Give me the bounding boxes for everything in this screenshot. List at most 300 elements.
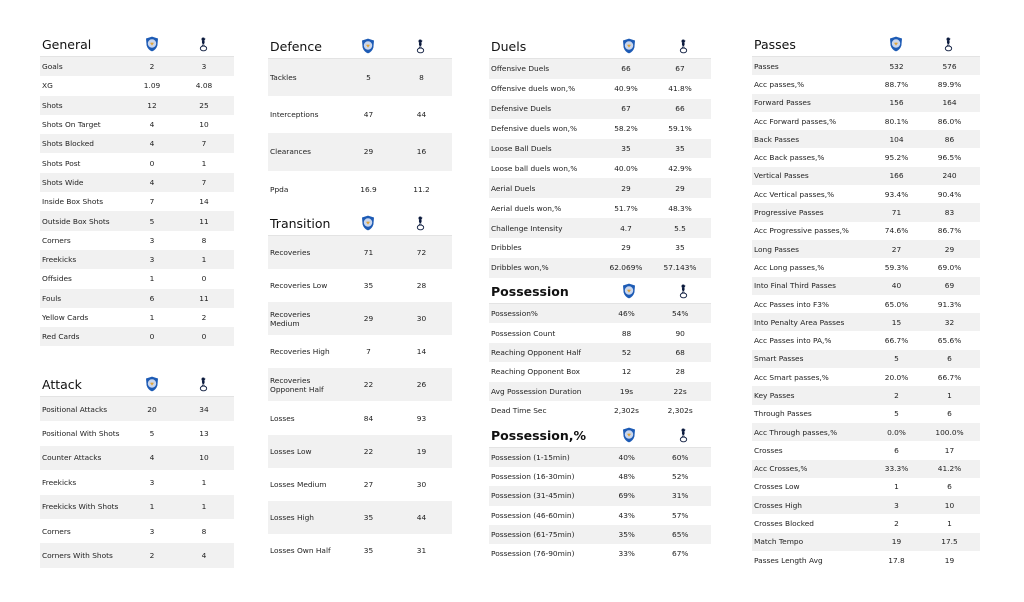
away-value: 54% xyxy=(653,304,707,323)
row-spacer xyxy=(230,397,234,421)
away-value: 1 xyxy=(923,386,976,404)
home-value: 3 xyxy=(126,250,178,269)
home-value: 71 xyxy=(342,236,395,269)
away-value: 14 xyxy=(199,197,209,207)
stats-table xyxy=(489,59,711,278)
table-row xyxy=(752,75,980,93)
home-value: 6 xyxy=(126,289,178,308)
row-label: Dead Time Sec xyxy=(491,406,547,416)
possession-pct-panel xyxy=(489,421,711,563)
table-row xyxy=(752,258,980,276)
row-spacer xyxy=(976,130,980,148)
home-value: 104 xyxy=(870,130,923,148)
row-spacer xyxy=(448,468,452,501)
home-value: 6 xyxy=(894,445,899,455)
table-row xyxy=(40,96,234,115)
away-value: 2,302s xyxy=(667,406,693,416)
home-value: 52 xyxy=(600,343,654,362)
duels-panel xyxy=(489,32,711,278)
home-value: 47 xyxy=(363,110,374,120)
away-value: 57.143% xyxy=(653,258,707,278)
home-value: 29 xyxy=(342,133,395,170)
row-spacer xyxy=(448,59,452,96)
home-value: 27 xyxy=(363,479,374,489)
fox-crest-icon xyxy=(622,38,636,54)
row-label: Into Final Third Passes xyxy=(752,277,870,295)
home-value: 95.2% xyxy=(884,153,909,163)
row-spacer xyxy=(707,401,711,420)
row-spacer xyxy=(230,543,234,567)
row-label: Reaching Opponent Half xyxy=(489,343,600,362)
row-spacer xyxy=(707,99,711,119)
away-value: 34 xyxy=(178,397,230,421)
row-spacer xyxy=(976,222,980,240)
table-row xyxy=(489,304,711,323)
home-value: 40.9% xyxy=(614,84,638,94)
row-spacer xyxy=(707,362,711,381)
table-row xyxy=(489,362,711,381)
defence-panel xyxy=(268,32,452,208)
table-row xyxy=(40,446,234,470)
row-label: Acc Progressive passes,% xyxy=(754,226,849,236)
row-label: Match Tempo xyxy=(752,533,870,551)
home-value: 33% xyxy=(618,549,635,559)
section-title: Possession,% xyxy=(491,428,587,443)
home-value: 80.1% xyxy=(884,116,909,126)
table-row xyxy=(752,423,980,441)
row-spacer xyxy=(707,59,711,79)
away-value: 91.3% xyxy=(937,299,962,309)
section-header xyxy=(489,277,711,304)
home-value: 0.0% xyxy=(870,423,923,441)
row-label: Vertical Passes xyxy=(752,167,870,185)
row-label: Losses High xyxy=(268,501,342,534)
row-label: Possession (1-15min) xyxy=(489,448,600,467)
row-label: Offensive Duels xyxy=(489,59,599,79)
home-value: 20.0% xyxy=(884,372,909,382)
fox-crest-icon xyxy=(622,427,636,443)
table-row xyxy=(752,277,980,295)
stats-table xyxy=(40,397,234,568)
home-value: 35 xyxy=(342,501,395,534)
table-row xyxy=(752,94,980,112)
home-value: 3 xyxy=(149,235,155,245)
home-value: 19s xyxy=(600,382,654,401)
row-spacer xyxy=(976,313,980,331)
row-label: Defensive Duels xyxy=(489,99,599,119)
table-row xyxy=(752,368,980,386)
away-value: 41.8% xyxy=(668,84,692,94)
table-row xyxy=(752,222,980,240)
table-row xyxy=(489,119,711,139)
away-value: 44 xyxy=(416,110,427,120)
away-value: 86.7% xyxy=(937,226,962,236)
home-value: 22 xyxy=(342,435,395,468)
row-label: Goals xyxy=(40,57,126,76)
section-header xyxy=(268,32,452,59)
away-value: 17.5 xyxy=(923,533,976,551)
cockerel-crest-icon xyxy=(414,38,428,54)
row-spacer xyxy=(448,302,452,335)
row-spacer xyxy=(230,269,234,288)
fox-crest-icon xyxy=(145,36,159,52)
away-value: 65% xyxy=(653,525,707,544)
table-row xyxy=(752,533,980,551)
row-spacer xyxy=(448,133,452,170)
row-label: Forward Passes xyxy=(752,94,870,112)
away-value: 30 xyxy=(395,302,448,335)
away-value: 5.5 xyxy=(653,218,707,238)
table-row xyxy=(489,139,711,159)
away-value: 72 xyxy=(395,236,448,269)
row-spacer xyxy=(230,57,234,76)
row-spacer xyxy=(448,368,452,401)
row-spacer xyxy=(230,192,234,211)
row-spacer xyxy=(707,119,711,139)
away-value: 0 xyxy=(201,274,207,284)
row-spacer xyxy=(230,495,234,519)
home-value: 35 xyxy=(599,139,653,159)
row-spacer xyxy=(976,75,980,93)
home-value: 5 xyxy=(149,429,155,439)
row-spacer xyxy=(448,171,452,208)
away-value: 0 xyxy=(178,327,230,346)
row-spacer xyxy=(448,96,452,133)
table-row xyxy=(752,514,980,532)
table-row xyxy=(752,313,980,331)
row-label: Acc Passes into F3% xyxy=(754,299,829,309)
row-spacer xyxy=(976,57,980,75)
row-spacer xyxy=(230,446,234,470)
away-value: 240 xyxy=(923,167,976,185)
away-value: 2 xyxy=(201,313,207,322)
row-label: Outside Box Shots xyxy=(40,211,126,230)
row-label: Possession Count xyxy=(491,328,556,338)
row-label: Loose Ball Duels xyxy=(489,139,599,159)
row-spacer xyxy=(707,467,711,486)
row-label: Tackles xyxy=(268,59,342,96)
table-row xyxy=(268,368,452,401)
fox-crest-icon xyxy=(622,283,636,299)
home-value: 7 xyxy=(366,347,371,357)
table-row xyxy=(268,401,452,434)
away-value: 59.1% xyxy=(668,124,692,134)
home-value: 29 xyxy=(342,302,395,335)
home-value: 3 xyxy=(149,526,155,536)
table-row xyxy=(489,506,711,525)
row-label: Shots Blocked xyxy=(40,134,126,153)
table-row xyxy=(489,158,711,178)
away-value: 7 xyxy=(178,134,230,153)
away-value: 44 xyxy=(395,501,448,534)
home-value: 27 xyxy=(870,240,923,258)
row-label: Smart Passes xyxy=(752,350,870,368)
home-value: 1.09 xyxy=(143,81,161,91)
away-value: 96.5% xyxy=(937,153,962,163)
row-label: Into Penalty Area Passes xyxy=(752,313,870,331)
away-value: 31 xyxy=(416,545,427,555)
away-value: 1 xyxy=(178,250,230,269)
row-spacer xyxy=(707,382,711,401)
away-value: 69 xyxy=(923,277,976,295)
away-value: 4 xyxy=(178,543,230,567)
row-spacer xyxy=(230,211,234,230)
home-value: 67 xyxy=(599,99,653,119)
row-spacer xyxy=(448,534,452,567)
away-value: 48.3% xyxy=(668,203,692,213)
row-spacer xyxy=(976,295,980,313)
row-spacer xyxy=(230,134,234,153)
row-label: Possession (31-45min) xyxy=(489,486,600,505)
table-row xyxy=(489,401,711,420)
row-spacer xyxy=(976,460,980,478)
away-value: 65.6% xyxy=(937,336,962,346)
table-row xyxy=(752,295,980,313)
away-value: 14 xyxy=(416,347,427,357)
row-spacer xyxy=(976,514,980,532)
table-row xyxy=(489,178,711,198)
stats-table xyxy=(268,59,452,208)
home-value: 35% xyxy=(600,525,654,544)
home-value: 2 xyxy=(870,386,923,404)
away-value: 90.4% xyxy=(937,189,962,199)
table-row xyxy=(40,173,234,192)
row-spacer xyxy=(976,94,980,112)
away-value: 8 xyxy=(201,526,207,536)
home-value: 17.8 xyxy=(888,555,905,565)
table-row xyxy=(752,57,980,75)
row-label: Shots Post xyxy=(42,158,81,168)
table-row xyxy=(489,382,711,401)
row-spacer xyxy=(707,258,711,278)
away-value: 17 xyxy=(944,445,955,455)
row-spacer xyxy=(230,519,234,543)
away-value: 10 xyxy=(923,496,976,514)
table-row xyxy=(40,327,234,346)
row-label: Back Passes xyxy=(752,130,870,148)
table-row xyxy=(268,501,452,534)
row-spacer xyxy=(448,401,452,434)
row-label: Possession (16-30min) xyxy=(491,472,575,482)
away-value: 68 xyxy=(653,343,707,362)
row-label: Losses Own Half xyxy=(270,545,331,555)
table-row xyxy=(489,486,711,505)
row-label: Challenge Intensity xyxy=(489,218,599,238)
row-label: Offsides xyxy=(42,274,72,284)
row-label: Through Passes xyxy=(754,409,812,419)
transition-panel xyxy=(268,209,452,567)
table-row xyxy=(40,397,234,421)
away-value: 93 xyxy=(416,413,427,423)
home-value: 1 xyxy=(126,495,178,519)
row-label: Crosses Blocked xyxy=(754,519,814,529)
row-label: Acc Crosses,% xyxy=(752,460,870,478)
home-value: 2 xyxy=(126,57,178,76)
table-row xyxy=(40,57,234,76)
table-row xyxy=(752,441,980,459)
table-row xyxy=(752,386,980,404)
away-value: 35 xyxy=(653,139,707,159)
home-value: 2 xyxy=(894,519,899,529)
row-spacer xyxy=(976,258,980,276)
home-value: 35 xyxy=(363,281,374,291)
row-spacer xyxy=(976,423,980,441)
row-label: Reaching Opponent Box xyxy=(491,367,581,377)
home-value: 12 xyxy=(126,96,178,115)
away-value: 32 xyxy=(923,313,976,331)
table-row xyxy=(40,519,234,543)
cockerel-crest-icon xyxy=(414,215,428,231)
section-title: Defence xyxy=(270,39,322,54)
table-row xyxy=(40,231,234,250)
table-row xyxy=(40,421,234,445)
row-spacer xyxy=(230,421,234,445)
section-title: Passes xyxy=(754,37,796,52)
home-value: 65.0% xyxy=(884,299,909,309)
away-value: 83 xyxy=(923,203,976,221)
home-value: 19 xyxy=(870,533,923,551)
row-label: Dribbles xyxy=(491,243,522,253)
section-header xyxy=(489,421,711,448)
table-row xyxy=(40,250,234,269)
row-spacer xyxy=(448,335,452,368)
row-spacer xyxy=(707,486,711,505)
away-value: 1 xyxy=(201,477,207,487)
table-row xyxy=(752,350,980,368)
table-row xyxy=(40,76,234,95)
home-value: 1 xyxy=(149,274,155,284)
table-row xyxy=(489,238,711,258)
row-label: Crosses xyxy=(754,445,783,455)
row-spacer xyxy=(230,250,234,269)
row-label: Avg Possession Duration xyxy=(489,382,600,401)
away-value: 6 xyxy=(947,482,952,492)
table-row xyxy=(40,153,234,172)
home-value: 74.6% xyxy=(884,226,909,236)
row-label: Counter Attacks xyxy=(40,446,126,470)
row-label: Corners With Shots xyxy=(40,543,126,567)
row-label: Progressive Passes xyxy=(752,203,870,221)
table-row xyxy=(268,96,452,133)
away-value: 100.0% xyxy=(923,423,976,441)
away-value: 69.0% xyxy=(937,262,962,272)
away-value: 1 xyxy=(178,495,230,519)
table-row xyxy=(268,236,452,269)
away-value: 41.2% xyxy=(923,460,976,478)
home-value: 4 xyxy=(126,173,178,192)
home-value: 15 xyxy=(870,313,923,331)
row-spacer xyxy=(230,470,234,494)
row-label: Shots On Target xyxy=(42,120,101,130)
row-label: Acc Long passes,% xyxy=(754,262,825,272)
row-label: Possession (61-75min) xyxy=(489,525,600,544)
table-row xyxy=(489,343,711,362)
row-spacer xyxy=(230,289,234,308)
home-value: 16.9 xyxy=(360,184,377,194)
stats-table xyxy=(489,304,711,420)
row-spacer xyxy=(976,478,980,496)
row-label: Dribbles won,% xyxy=(489,258,599,278)
row-label: Shots xyxy=(40,96,126,115)
row-label: Passes xyxy=(752,57,870,75)
home-value: 59.3% xyxy=(884,262,909,272)
away-value: 60% xyxy=(653,448,707,467)
passes-panel xyxy=(752,30,980,569)
table-row xyxy=(752,460,980,478)
row-label: Clearances xyxy=(268,133,342,170)
away-value: 29 xyxy=(923,240,976,258)
table-row xyxy=(752,130,980,148)
row-label: Losses Medium xyxy=(270,479,327,489)
table-row xyxy=(40,289,234,308)
table-row xyxy=(489,525,711,544)
table-row xyxy=(268,468,452,501)
away-value: 66.7% xyxy=(937,372,962,382)
table-row xyxy=(489,544,711,563)
away-value: 1 xyxy=(947,519,952,529)
table-row xyxy=(40,543,234,567)
away-value: 31% xyxy=(653,486,707,505)
fox-crest-icon xyxy=(889,36,903,52)
home-value: 1 xyxy=(149,313,155,322)
table-row xyxy=(268,302,452,335)
home-value: 48% xyxy=(618,472,635,482)
section-header xyxy=(40,370,234,397)
row-spacer xyxy=(976,386,980,404)
row-spacer xyxy=(976,185,980,203)
home-value: 40 xyxy=(870,277,923,295)
table-row xyxy=(752,405,980,423)
row-label: Offensive duels won,% xyxy=(491,84,576,94)
away-value: 19 xyxy=(944,555,955,565)
row-spacer xyxy=(707,304,711,323)
away-value: 13 xyxy=(199,429,209,439)
row-spacer xyxy=(976,368,980,386)
row-spacer xyxy=(976,551,980,569)
away-value: 576 xyxy=(923,57,976,75)
row-spacer xyxy=(448,435,452,468)
away-value: 30 xyxy=(416,479,427,489)
row-label: Ppda xyxy=(270,184,289,194)
row-spacer xyxy=(707,544,711,563)
row-spacer xyxy=(707,158,711,178)
row-label: Acc Forward passes,% xyxy=(754,116,837,126)
fox-crest-icon xyxy=(145,376,159,392)
row-label: Key Passes xyxy=(752,386,870,404)
row-label: Freekicks With Shots xyxy=(40,495,126,519)
home-value: 66.7% xyxy=(884,336,909,346)
away-value: 3 xyxy=(178,57,230,76)
table-row xyxy=(752,203,980,221)
away-value: 164 xyxy=(923,94,976,112)
row-label: Yellow Cards xyxy=(42,313,89,322)
row-label: Crosses Low xyxy=(754,482,800,492)
table-row xyxy=(752,112,980,130)
row-label: Possession (76-90min) xyxy=(491,549,575,559)
away-value: 29 xyxy=(653,178,707,198)
home-value: 88.7% xyxy=(884,79,909,89)
attack-panel xyxy=(40,370,234,568)
away-value: 90 xyxy=(675,328,685,338)
row-spacer xyxy=(976,496,980,514)
home-value: 33.3% xyxy=(870,460,923,478)
row-label: Passes Length Avg xyxy=(754,555,823,565)
table-row xyxy=(752,240,980,258)
row-label: Acc Back passes,% xyxy=(754,153,825,163)
row-spacer xyxy=(976,203,980,221)
home-value: 2,302s xyxy=(614,406,640,416)
table-row xyxy=(489,59,711,79)
